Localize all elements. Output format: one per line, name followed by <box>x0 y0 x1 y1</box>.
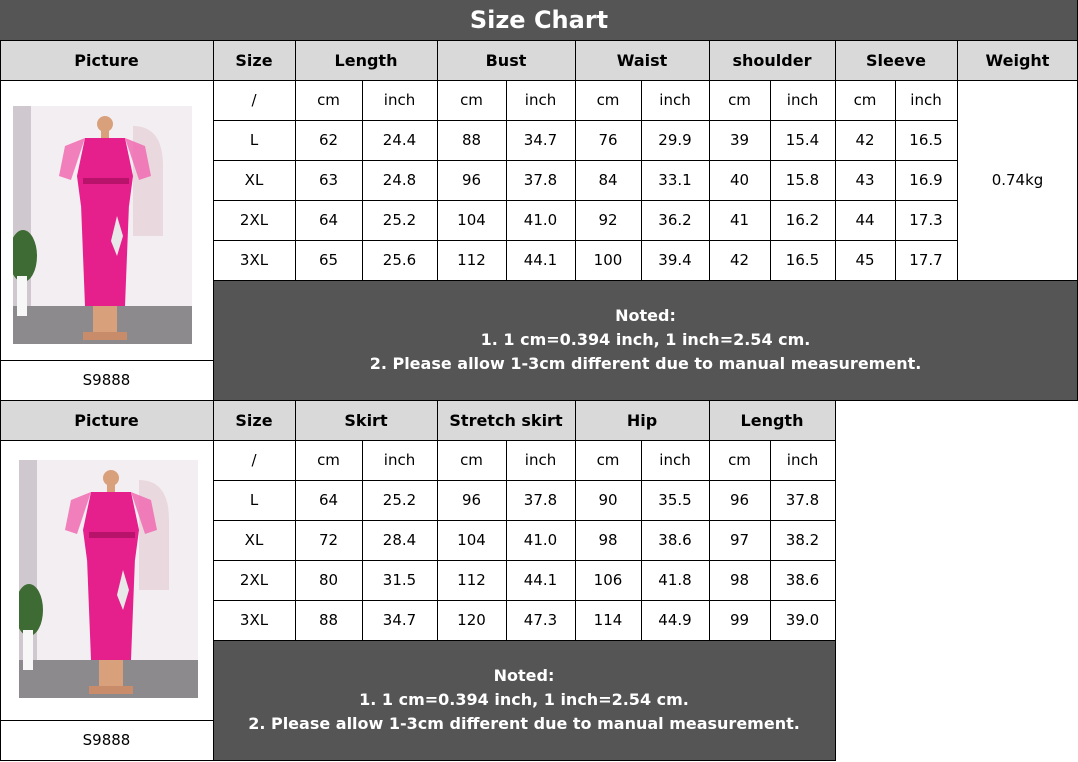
table-cell: 16.5 <box>909 131 943 149</box>
table-cell: 112 <box>457 571 486 589</box>
header-sleeve: Sleeve <box>835 40 957 80</box>
table-cell: 16.9 <box>909 171 943 189</box>
table-cell: 84 <box>598 171 618 189</box>
header-picture: Picture <box>0 400 213 440</box>
dress-photo <box>19 460 198 698</box>
unit-cell: cm <box>460 451 483 469</box>
table-cell: 33.1 <box>658 171 692 189</box>
table-cell: 92 <box>598 211 618 229</box>
table-cell: 25.2 <box>382 211 417 229</box>
table-cell: 76 <box>598 131 618 149</box>
unit-cell: inch <box>659 91 691 109</box>
header-size: Size <box>213 400 295 440</box>
grid-line <box>213 80 1078 81</box>
table-cell: 44.1 <box>523 571 558 589</box>
note-line-2: 2. Please allow 1-3cm different due to manual measurement. <box>248 714 800 733</box>
unit-cell: cm <box>317 91 340 109</box>
grid-line <box>0 40 1078 41</box>
table-cell: 25.2 <box>382 491 417 509</box>
table-cell: 120 <box>457 611 486 629</box>
table-cell: 45 <box>855 251 875 269</box>
table-cell: 88 <box>318 611 339 629</box>
note-line-1: 1. 1 cm=0.394 inch, 1 inch=2.54 cm. <box>359 690 689 709</box>
grid-line <box>506 440 507 640</box>
table-cell: 96 <box>461 491 482 509</box>
grid-line <box>835 40 836 280</box>
table-cell: 64 <box>318 491 339 509</box>
grid-line <box>709 40 710 280</box>
table-cell: 80 <box>318 571 339 589</box>
grid-line <box>0 400 1078 401</box>
grid-line <box>770 80 771 280</box>
grid-line <box>213 240 957 241</box>
size-cell: 2XL <box>239 211 269 229</box>
unit-cell: cm <box>853 91 877 109</box>
grid-line <box>506 80 507 280</box>
grid-line <box>213 200 957 201</box>
table-cell: 96 <box>461 171 482 189</box>
grid-line <box>213 160 957 161</box>
table-cell: 31.5 <box>382 571 417 589</box>
table-cell: 39.4 <box>658 251 692 269</box>
grid-line <box>641 80 642 280</box>
table-cell: 15.4 <box>785 131 820 149</box>
dress-photo <box>13 106 192 344</box>
product-picture <box>0 440 213 720</box>
table-cell: 42 <box>855 131 875 149</box>
grid-line <box>213 520 835 521</box>
table-cell: 25.6 <box>382 251 417 269</box>
product-picture <box>0 80 213 360</box>
unit-cell: inch <box>383 91 416 109</box>
table-cell: 38.6 <box>785 571 820 589</box>
chart-title: Size Chart <box>0 0 1078 40</box>
table-cell: 112 <box>457 251 486 269</box>
table-cell: 24.8 <box>382 171 417 189</box>
header-hip: Hip <box>575 400 709 440</box>
unit-cell: inch <box>524 91 557 109</box>
table-cell: 64 <box>318 211 339 229</box>
table-cell: 44.9 <box>658 611 692 629</box>
grid-line <box>895 80 896 280</box>
header-length: Length <box>709 400 835 440</box>
note-heading: Noted: <box>615 306 676 325</box>
table-cell: 17.3 <box>909 211 943 229</box>
table-cell: 29.9 <box>658 131 692 149</box>
note-box <box>213 280 1078 400</box>
table-cell: 24.4 <box>382 131 417 149</box>
table-cell: 98 <box>729 571 750 589</box>
unit-cell: inch <box>659 451 691 469</box>
grid-line <box>362 80 363 280</box>
grid-line <box>641 440 642 640</box>
table-cell: 88 <box>461 131 482 149</box>
header-shoulder: shoulder <box>709 40 835 80</box>
grid-line <box>295 40 296 280</box>
grid-line <box>575 40 576 280</box>
header-length: Length <box>295 40 437 80</box>
table-cell: 104 <box>457 211 486 229</box>
grid-line <box>213 40 214 400</box>
grid-line <box>0 80 213 81</box>
grid-line <box>213 560 835 561</box>
header-weight: Weight <box>957 40 1078 80</box>
header-skirt: Skirt <box>295 400 437 440</box>
unit-cell: cm <box>728 451 751 469</box>
table-cell: 114 <box>593 611 623 629</box>
note-line-2: 2. Please allow 1-3cm different due to manual measurement. <box>369 354 922 373</box>
table-cell: 106 <box>593 571 623 589</box>
table-cell: 28.4 <box>382 531 417 549</box>
note-box <box>213 640 835 760</box>
units-label: / <box>251 91 257 109</box>
units-label: / <box>251 451 257 469</box>
table-cell: 99 <box>729 611 750 629</box>
table-cell: 37.8 <box>523 171 558 189</box>
header-picture: Picture <box>0 40 213 80</box>
grid-line <box>213 280 1078 281</box>
grid-line <box>0 760 835 761</box>
unit-cell: cm <box>596 91 620 109</box>
header-waist: Waist <box>575 40 709 80</box>
table-cell: 42 <box>729 251 750 269</box>
table-cell: 37.8 <box>523 491 558 509</box>
table-cell: 90 <box>598 491 618 509</box>
size-cell: L <box>249 491 259 509</box>
table-cell: 44.1 <box>523 251 558 269</box>
table-cell: 16.5 <box>785 251 820 269</box>
unit-cell: inch <box>524 451 557 469</box>
grid-line <box>0 720 213 721</box>
table-cell: 63 <box>318 171 339 189</box>
grid-line <box>770 440 771 640</box>
table-cell: 39.0 <box>785 611 820 629</box>
unit-cell: inch <box>383 451 416 469</box>
grid-line <box>835 400 836 761</box>
unit-cell: inch <box>786 91 819 109</box>
grid-line <box>213 400 214 761</box>
table-cell: 96 <box>729 491 750 509</box>
grid-line <box>957 40 958 280</box>
table-cell: 62 <box>318 131 339 149</box>
unit-cell: cm <box>460 91 483 109</box>
grid-line <box>213 600 835 601</box>
table-cell: 104 <box>457 531 486 549</box>
grid-line <box>213 480 835 481</box>
model-code: S9888 <box>82 731 131 749</box>
size-cell: XL <box>244 531 264 549</box>
table-cell: 34.7 <box>523 131 558 149</box>
note-line-1: 1. 1 cm=0.394 inch, 1 inch=2.54 cm. <box>480 330 811 349</box>
table-cell: 16.2 <box>785 211 820 229</box>
table-cell: 38.2 <box>785 531 820 549</box>
table-cell: 41 <box>729 211 750 229</box>
table-cell: 35.5 <box>658 491 692 509</box>
table-cell: 65 <box>318 251 339 269</box>
grid-line <box>0 40 1 400</box>
size-cell: XL <box>244 171 264 189</box>
grid-line <box>0 360 213 361</box>
header-size: Size <box>213 40 295 80</box>
table-cell: 17.7 <box>909 251 943 269</box>
table-cell: 40 <box>729 171 750 189</box>
unit-cell: cm <box>596 451 620 469</box>
table-cell: 72 <box>318 531 339 549</box>
grid-line <box>213 640 835 641</box>
table-cell: 41.8 <box>658 571 692 589</box>
table-cell: 15.8 <box>785 171 820 189</box>
note-heading: Noted: <box>493 666 555 685</box>
grid-line <box>575 400 576 640</box>
weight-value: 0.74kg <box>991 171 1044 189</box>
table-cell: 97 <box>729 531 750 549</box>
table-cell: 39 <box>729 131 750 149</box>
table-cell: 41.0 <box>523 531 558 549</box>
unit-cell: cm <box>317 451 340 469</box>
unit-cell: inch <box>786 451 819 469</box>
grid-line <box>0 400 1 761</box>
unit-cell: inch <box>910 91 942 109</box>
table-cell: 100 <box>593 251 623 269</box>
table-cell: 38.6 <box>658 531 692 549</box>
grid-line <box>213 120 957 121</box>
grid-line <box>437 40 438 280</box>
size-cell: 3XL <box>239 611 269 629</box>
size-cell: 2XL <box>239 571 269 589</box>
table-cell: 41.0 <box>523 211 558 229</box>
unit-cell: cm <box>728 91 751 109</box>
model-code: S9888 <box>82 371 131 389</box>
table-cell: 98 <box>598 531 618 549</box>
table-cell: 47.3 <box>523 611 558 629</box>
table-cell: 34.7 <box>382 611 417 629</box>
table-cell: 44 <box>855 211 875 229</box>
table-cell: 43 <box>855 171 875 189</box>
header-stretch-skirt: Stretch skirt <box>437 400 575 440</box>
table-cell: 37.8 <box>785 491 820 509</box>
header-bust: Bust <box>437 40 575 80</box>
grid-line <box>437 400 438 640</box>
grid-line <box>295 400 296 640</box>
size-cell: 3XL <box>239 251 269 269</box>
grid-line <box>362 440 363 640</box>
grid-line <box>709 400 710 640</box>
size-cell: L <box>249 131 259 149</box>
table-cell: 36.2 <box>658 211 692 229</box>
